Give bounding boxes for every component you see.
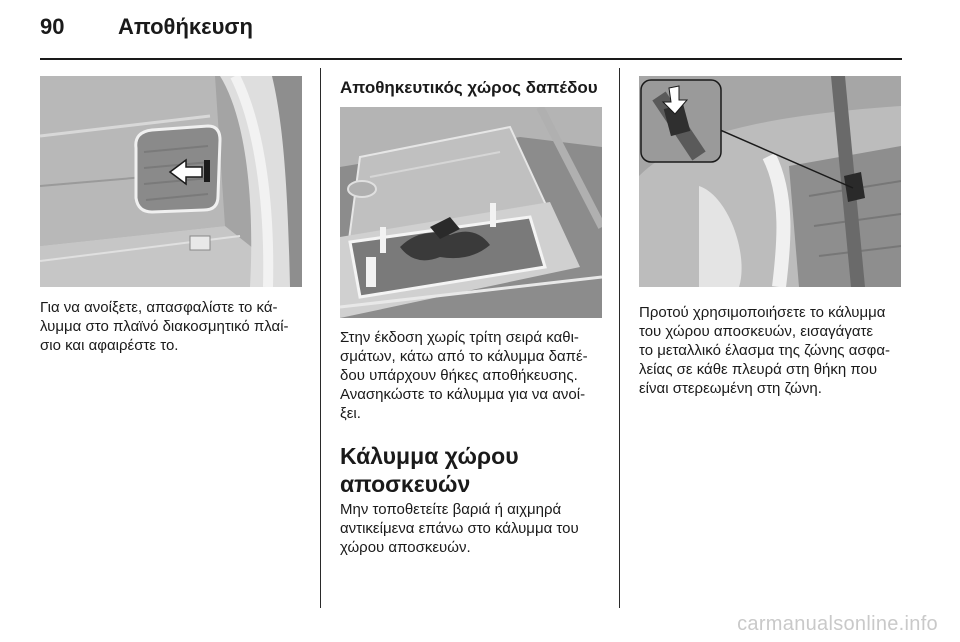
- column1-line: σιο και αφαιρέστε το.: [40, 337, 179, 354]
- column3-line: Προτού χρησιμοποιήσετε το κάλυμμα: [639, 304, 886, 321]
- column-divider-left: [320, 68, 321, 608]
- subheading-line: Κάλυμμα χώρου: [340, 443, 519, 469]
- seat-belt-plate-illustration: [639, 76, 901, 287]
- page-header: [40, 14, 253, 50]
- column3-line: του χώρου αποσκευών, εισαγάγατε: [639, 323, 874, 340]
- column2-line: ξει.: [340, 405, 361, 422]
- column2-line: αντικείμενα επάνω στο κάλυμμα του: [340, 520, 579, 537]
- column-divider-right: [619, 68, 620, 608]
- column3-line: το μεταλλικό έλασμα της ζώνης ασφα-: [639, 342, 891, 359]
- column1-line: Για να ανοίξετε, απασφαλίστε το κά-: [40, 299, 278, 316]
- floor-storage-illustration: [340, 107, 602, 318]
- side-trim-cover-illustration: [40, 76, 302, 287]
- column2-paragraph-2: [340, 500, 610, 557]
- watermark: carmanualsonline.info: [737, 613, 938, 635]
- column2-line: Στην έκδοση χωρίς τρίτη σειρά καθι-: [340, 329, 579, 346]
- column1-paragraph: [40, 298, 310, 355]
- column2-line: σμάτων, κάτω από το κάλυμμα δαπέ-: [340, 348, 588, 365]
- luggage-cover-heading: [340, 442, 610, 498]
- floor-storage-heading: Αποθηκευτικός χώρος δαπέδου: [340, 78, 598, 97]
- column2-line: δου υπάρχουν θήκες αποθήκευσης.: [340, 367, 578, 384]
- column2-line: Ανασηκώστε το κάλυμμα για να ανοί-: [340, 386, 586, 403]
- column3-line: λείας σε κάθε πλευρά στη θήκη που: [639, 361, 878, 378]
- column2-line: Μην τοποθετείτε βαριά ή αιχμηρά: [340, 501, 562, 518]
- column2-paragraph-1: [340, 328, 610, 423]
- subheading-line: αποσκευών: [340, 471, 471, 497]
- page-number: 90: [40, 14, 65, 39]
- header-rule: [40, 58, 902, 60]
- detail-inset: [641, 80, 721, 162]
- column3-line: είναι στερεωμένη στη ζώνη.: [639, 380, 822, 397]
- column2-line: χώρου αποσκευών.: [340, 539, 471, 556]
- column1-line: λυμμα στο πλαϊνό διακοσμητικό πλαί-: [40, 318, 289, 335]
- column3-paragraph: [639, 303, 909, 398]
- section-title: Αποθήκευση: [118, 14, 253, 39]
